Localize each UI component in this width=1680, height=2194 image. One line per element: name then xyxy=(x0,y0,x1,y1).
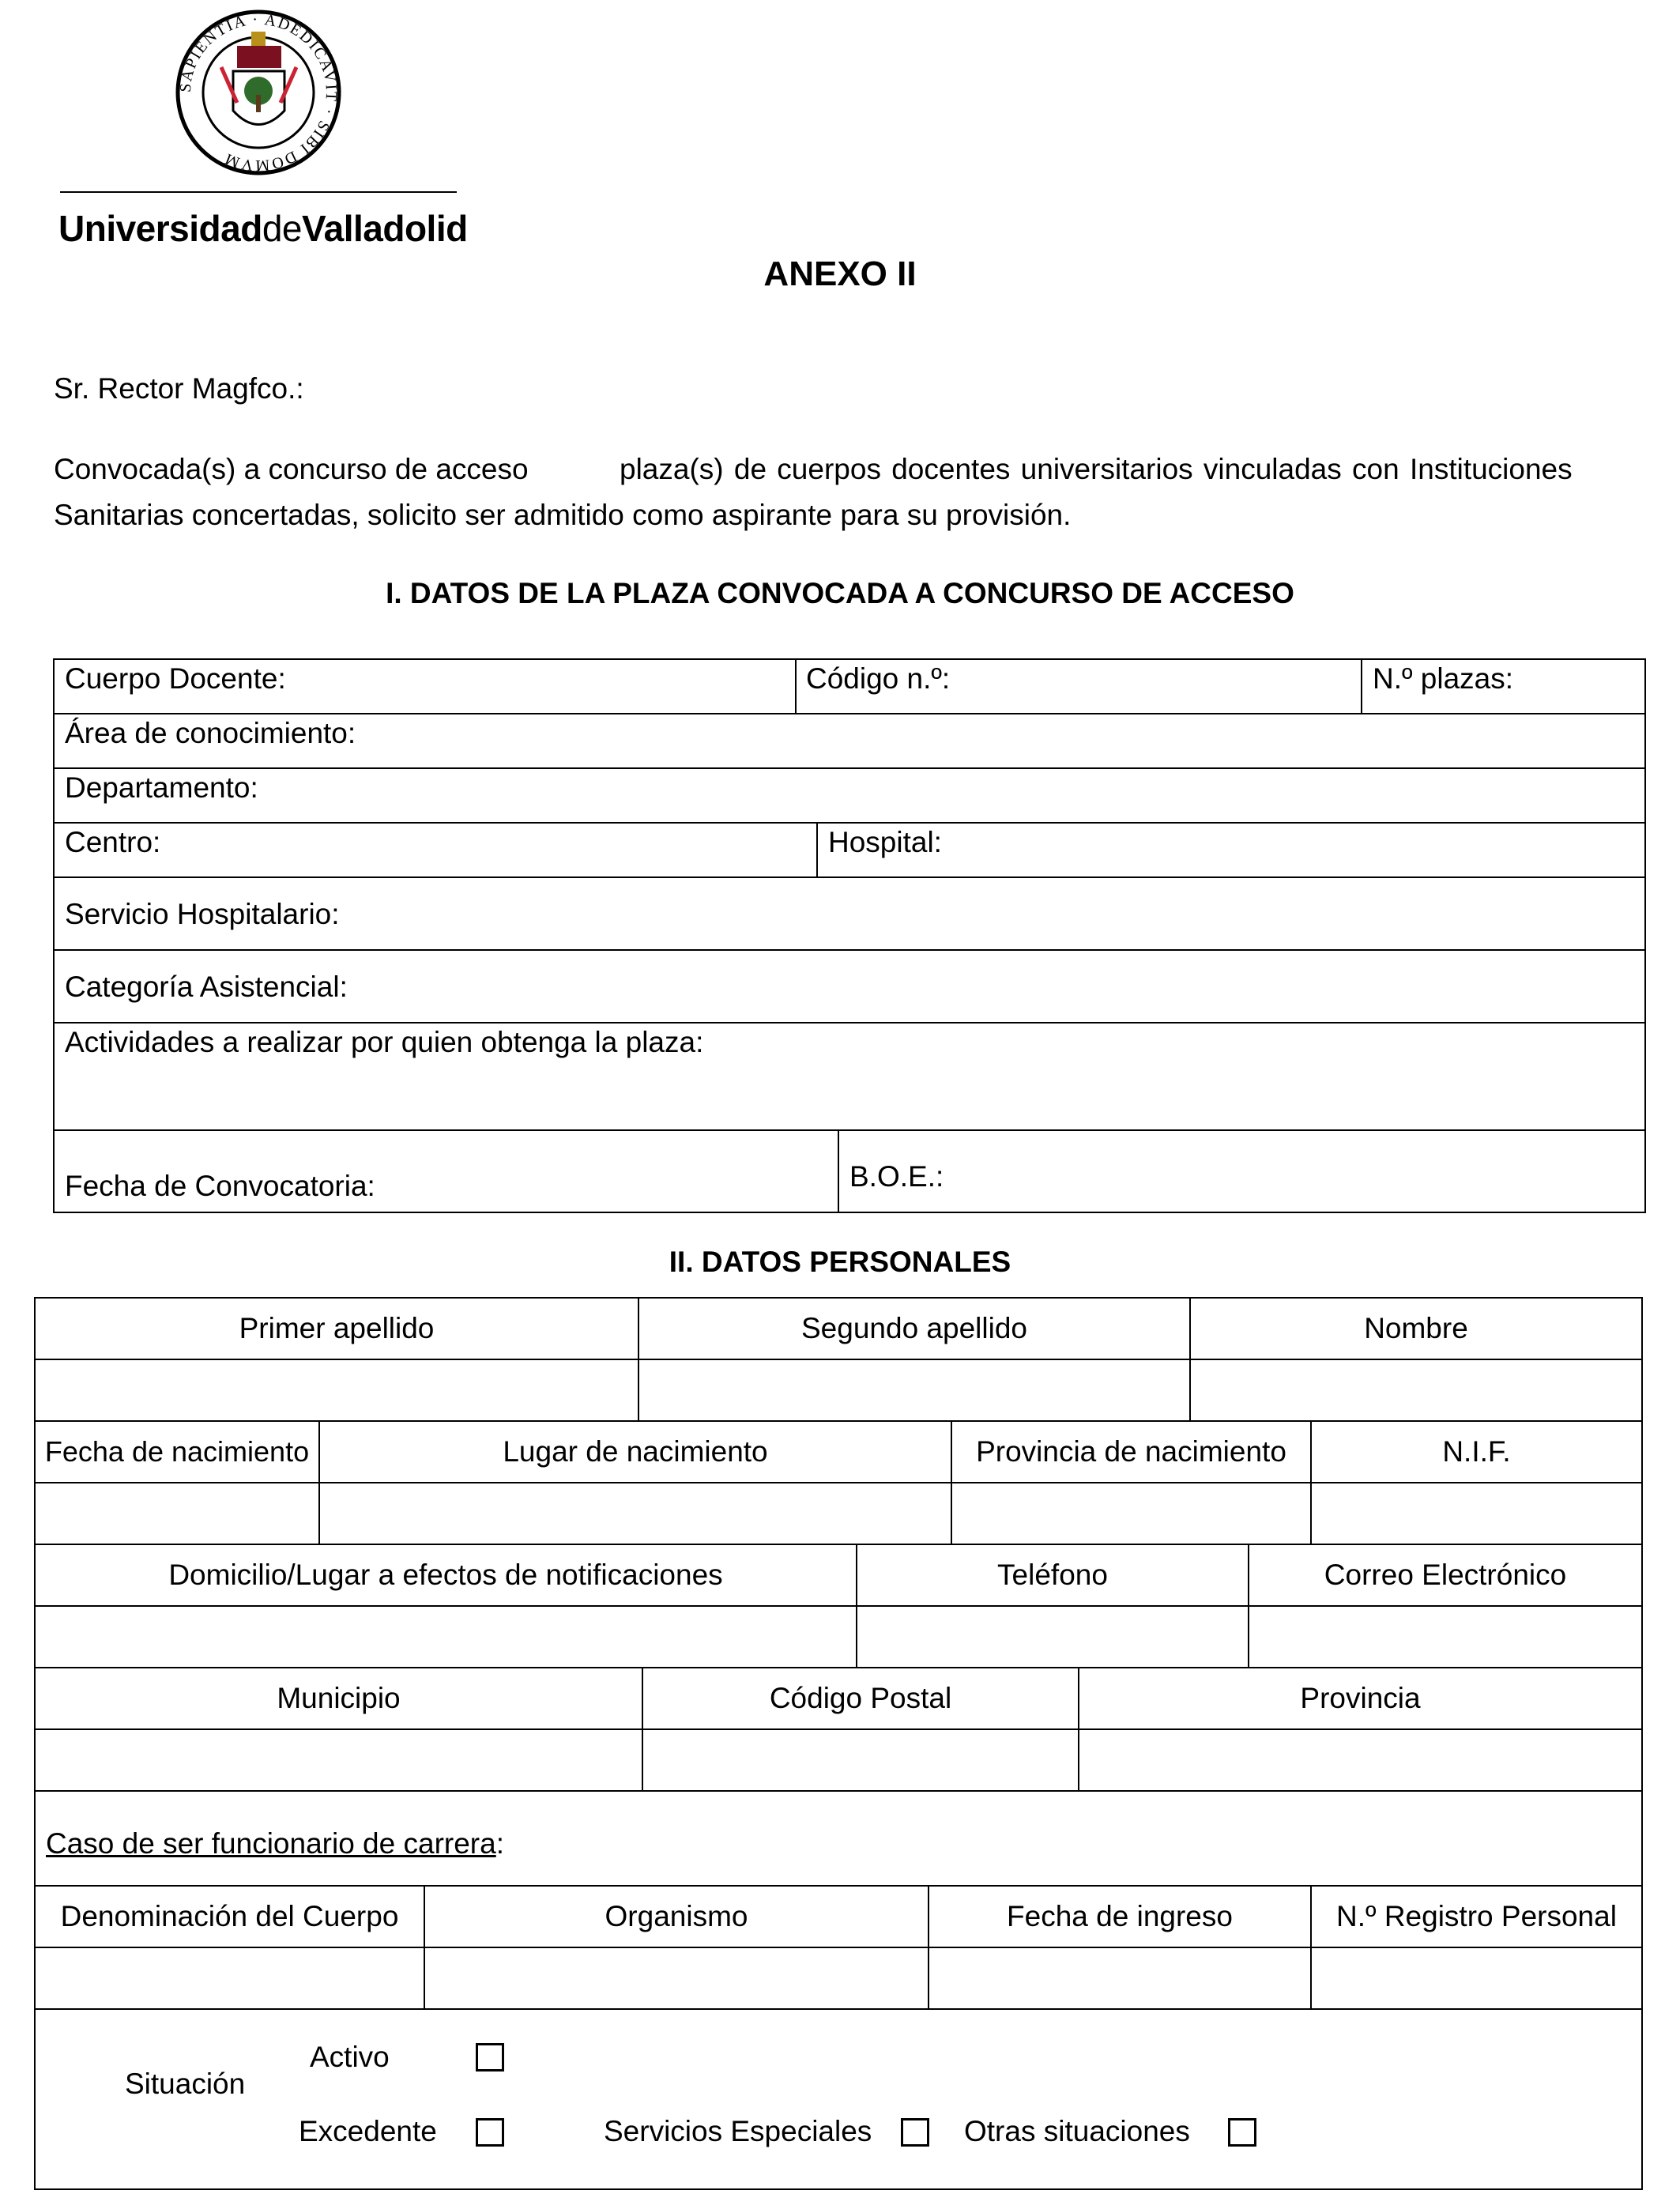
nombre-field[interactable] xyxy=(1190,1359,1642,1421)
organismo-field[interactable] xyxy=(424,1947,929,2009)
registro-personal-header: N.º Registro Personal xyxy=(1336,1900,1617,1932)
section2-title: II. DATOS PERSONALES xyxy=(669,1246,1011,1278)
telefono-field[interactable] xyxy=(857,1606,1249,1668)
excedente-checkbox[interactable] xyxy=(476,2118,504,2147)
servicio-hospitalario-label: Servicio Hospitalario: xyxy=(65,898,340,930)
funcionario-label: Caso de ser funcionario de carrera: xyxy=(46,1827,504,1860)
nif-field[interactable] xyxy=(1311,1483,1642,1544)
area-conocimiento-label: Área de conocimiento: xyxy=(65,717,356,749)
codigo-postal-field[interactable] xyxy=(642,1729,1079,1791)
salutation: Sr. Rector Magfco.: xyxy=(54,372,304,405)
categoria-asistencial-label: Categoría Asistencial: xyxy=(65,971,348,1003)
codigo-postal-header: Código Postal xyxy=(769,1682,952,1714)
denominacion-cuerpo-field[interactable] xyxy=(35,1947,424,2009)
telefono-header: Teléfono xyxy=(997,1559,1108,1591)
provincia-header: Provincia xyxy=(1300,1682,1421,1714)
university-logo: SAPIENTIA · ADEDICAVIT · SIBI DOMVM UniversidaddeValladolid xyxy=(47,8,474,253)
otras-situaciones-checkbox[interactable] xyxy=(1228,2118,1256,2147)
section1-title: I. DATOS DE LA PLAZA CONVOCADA A CONCURSO DE ACCESO xyxy=(386,577,1294,609)
page-title: ANEXO II xyxy=(763,254,917,293)
hospital-label: Hospital: xyxy=(828,826,942,858)
registro-personal-field[interactable] xyxy=(1311,1947,1642,2009)
primer-apellido-header: Primer apellido xyxy=(239,1312,435,1344)
situacion-label: Situación xyxy=(125,2068,246,2100)
n-plazas-label: N.º plazas: xyxy=(1373,662,1514,695)
denominacion-cuerpo-header: Denominación del Cuerpo xyxy=(60,1900,399,1932)
activo-label: Activo xyxy=(310,2041,390,2073)
municipio-header: Municipio xyxy=(277,1682,401,1714)
segundo-apellido-field[interactable] xyxy=(638,1359,1190,1421)
segundo-apellido-header: Segundo apellido xyxy=(801,1312,1027,1344)
otras-situaciones-label: Otras situaciones xyxy=(964,2115,1190,2147)
svg-text:SAPIENTIA · ADEDICAVIT · SIBI: SAPIENTIA · ADEDICAVIT · SIBI DOMVM xyxy=(176,10,341,175)
centro-label: Centro: xyxy=(65,826,161,858)
servicios-especiales-checkbox[interactable] xyxy=(901,2118,929,2147)
fecha-convocatoria-label: Fecha de Convocatoria: xyxy=(65,1170,375,1202)
cuerpo-docente-label: Cuerpo Docente: xyxy=(65,662,286,695)
activo-checkbox[interactable] xyxy=(476,2043,504,2071)
organismo-header: Organismo xyxy=(605,1900,748,1932)
departamento-label: Departamento: xyxy=(65,771,258,804)
intro-line1-b: plaza(s) de cuerpos docentes universitarios vinculadas con Instituciones xyxy=(620,453,1573,485)
servicios-especiales-label: Servicios Especiales xyxy=(604,2115,872,2147)
correo-header: Correo Electrónico xyxy=(1324,1559,1567,1591)
municipio-field[interactable] xyxy=(35,1729,642,1791)
fecha-nacimiento-field[interactable] xyxy=(35,1483,319,1544)
fecha-ingreso-header: Fecha de ingreso xyxy=(1007,1900,1233,1932)
lugar-nacimiento-header: Lugar de nacimiento xyxy=(503,1435,768,1468)
intro-line2: Sanitarias concertadas, solicito ser admitido como aspirante para su provisión. xyxy=(54,499,1072,531)
fecha-ingreso-field[interactable] xyxy=(929,1947,1311,2009)
actividades-label: Actividades a realizar por quien obtenga la plaza: xyxy=(65,1026,704,1058)
provincia-nacimiento-field[interactable] xyxy=(951,1483,1311,1544)
domicilio-field[interactable] xyxy=(35,1606,857,1668)
fecha-nacimiento-header: Fecha de nacimiento xyxy=(44,1435,310,1468)
excedente-label: Excedente xyxy=(299,2115,437,2147)
provincia-nacimiento-header: Provincia de nacimiento xyxy=(976,1435,1286,1468)
codigo-label: Código n.º: xyxy=(806,662,951,695)
provincia-field[interactable] xyxy=(1079,1729,1642,1791)
correo-field[interactable] xyxy=(1249,1606,1642,1668)
domicilio-header: Domicilio/Lugar a efectos de notificaciones xyxy=(168,1559,723,1591)
lugar-nacimiento-field[interactable] xyxy=(319,1483,951,1544)
boe-label: B.O.E.: xyxy=(849,1160,944,1193)
primer-apellido-field[interactable] xyxy=(35,1359,638,1421)
intro-line1-a: Convocada(s) a concurso de acceso xyxy=(54,453,529,485)
nif-header: N.I.F. xyxy=(1442,1435,1511,1468)
nombre-header: Nombre xyxy=(1364,1312,1468,1344)
